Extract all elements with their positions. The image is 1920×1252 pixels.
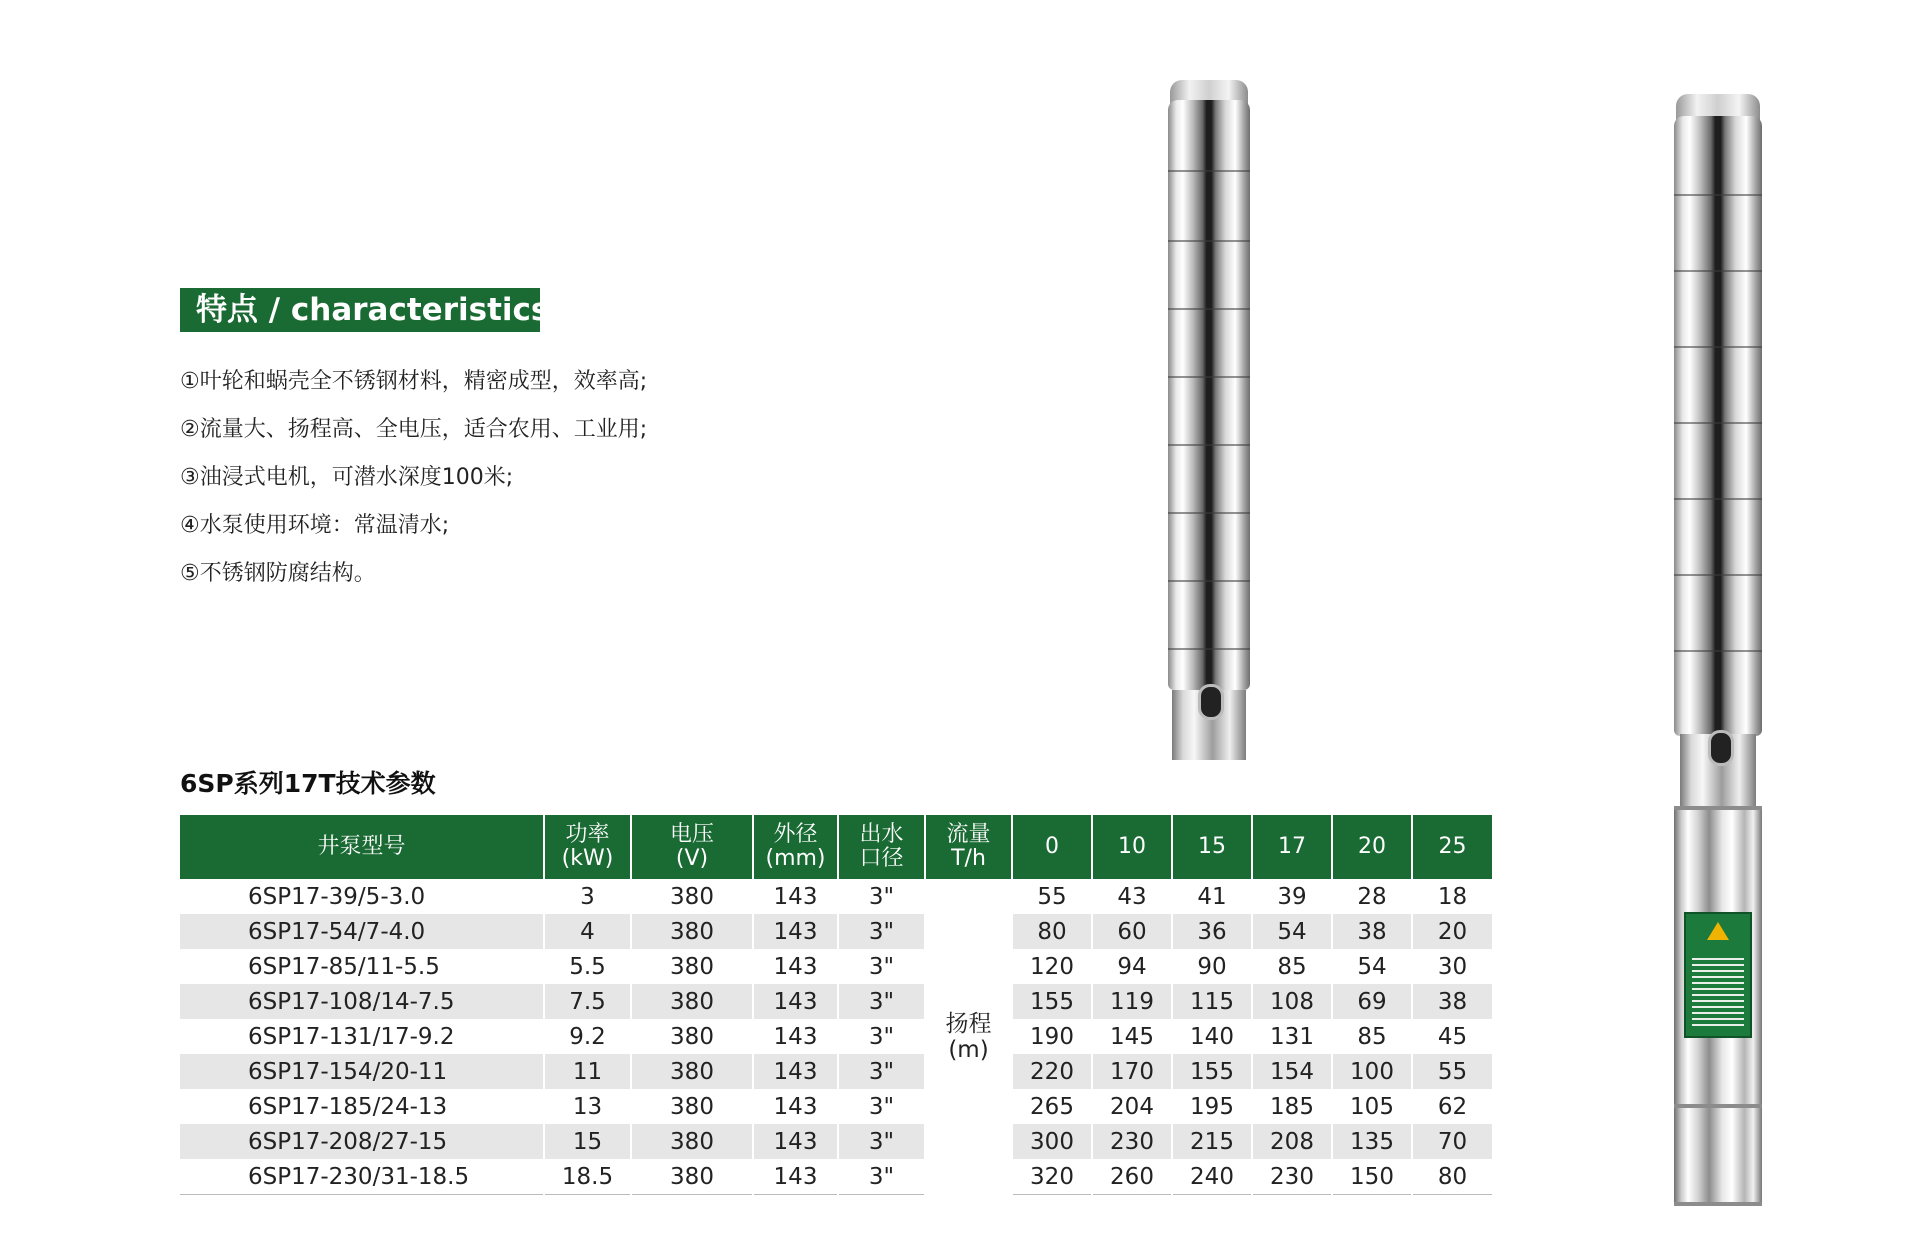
cell-diameter: 143 xyxy=(753,914,838,949)
stage-ring xyxy=(1168,580,1250,582)
header-flow-value: 17 xyxy=(1252,815,1332,879)
table-row xyxy=(180,1124,1492,1159)
cell-head: 62 xyxy=(1412,1089,1492,1124)
cell-diameter: 143 xyxy=(753,1124,838,1159)
cell-head: 190 xyxy=(1012,1019,1092,1054)
stage-ring xyxy=(1674,194,1762,196)
cell-voltage: 380 xyxy=(631,984,753,1019)
table-row xyxy=(180,914,1492,949)
pump-stages xyxy=(1674,116,1762,736)
full-pump-image xyxy=(1674,94,1762,1214)
pump-end-image xyxy=(1168,80,1250,760)
cell-head: 150 xyxy=(1332,1159,1412,1195)
header-voltage: 电压 (V) xyxy=(631,815,753,879)
cell-head: 85 xyxy=(1252,949,1332,984)
cell-head: 45 xyxy=(1412,1019,1492,1054)
motor-band xyxy=(1674,1104,1762,1108)
stage-ring xyxy=(1168,444,1250,446)
cell-head: 155 xyxy=(1172,1054,1252,1089)
label-text-block xyxy=(1692,958,1744,1028)
stage-ring xyxy=(1674,346,1762,348)
feature-item: ①叶轮和蜗壳全不锈钢材料，精密成型，效率高; xyxy=(180,369,648,394)
cell-model: 6SP17-230/31-18.5 xyxy=(180,1159,544,1195)
feature-item: ⑤不锈钢防腐结构。 xyxy=(180,561,376,586)
cell-outlet: 3" xyxy=(838,914,925,949)
cell-model: 6SP17-39/5-3.0 xyxy=(248,883,426,910)
characteristics-heading: 特点 / characteristics xyxy=(180,288,540,332)
cell-model: 6SP17-85/11-5.5 xyxy=(248,953,440,980)
header-outlet: 出水 口径 xyxy=(838,815,925,879)
table-row xyxy=(180,879,1492,914)
table-row xyxy=(180,1054,1492,1089)
cell-outlet: 3" xyxy=(838,1089,925,1124)
cell-voltage: 380 xyxy=(631,1019,753,1054)
header-flow-value: 15 xyxy=(1172,815,1252,879)
stage-ring xyxy=(1674,270,1762,272)
cell-diameter: 143 xyxy=(753,1019,838,1054)
cell-head: 140 xyxy=(1172,1019,1252,1054)
cell-head: 208 xyxy=(1252,1124,1332,1159)
stage-ring xyxy=(1168,648,1250,650)
cell-voltage: 380 xyxy=(631,949,753,984)
cell-head: 70 xyxy=(1412,1124,1492,1159)
characteristics-list xyxy=(180,362,647,602)
cell-head: 108 xyxy=(1252,984,1332,1019)
cell-head: 41 xyxy=(1172,879,1252,914)
cell-head: 215 xyxy=(1172,1124,1252,1159)
header-diameter: 外径 (mm) xyxy=(753,815,838,879)
cell-head: 55 xyxy=(1012,879,1092,914)
cell-model: 6SP17-154/20-11 xyxy=(180,1054,544,1089)
cell-head: 30 xyxy=(1412,949,1492,984)
feature-item: ④水泵使用环境：常温清水; xyxy=(180,513,450,538)
cell-head: 36 xyxy=(1172,914,1252,949)
cell-head: 100 xyxy=(1332,1054,1412,1089)
stage-ring xyxy=(1674,498,1762,500)
cell-power: 5.5 xyxy=(544,949,631,984)
cell-head: 60 xyxy=(1092,914,1172,949)
header-flow-value: 0 xyxy=(1012,815,1092,879)
stage-ring xyxy=(1674,422,1762,424)
cell-head: 120 xyxy=(1012,949,1092,984)
cell-head: 20 xyxy=(1412,914,1492,949)
cell-head: 185 xyxy=(1252,1089,1332,1124)
cell-power: 9.2 xyxy=(544,1019,631,1054)
cell-head: 260 xyxy=(1092,1159,1172,1195)
cell-head: 204 xyxy=(1092,1089,1172,1124)
cell-head: 80 xyxy=(1412,1159,1492,1195)
cell-model: 6SP17-54/7-4.0 xyxy=(180,914,544,949)
cell-head: 195 xyxy=(1172,1089,1252,1124)
cell-head: 170 xyxy=(1092,1054,1172,1089)
stage-ring xyxy=(1168,170,1250,172)
table-row xyxy=(180,1159,1492,1195)
cell-head: 230 xyxy=(1092,1124,1172,1159)
cell-model: 6SP17-208/27-15 xyxy=(180,1124,544,1159)
motor-label xyxy=(1684,912,1752,1038)
stage-ring xyxy=(1168,512,1250,514)
cell-head: 69 xyxy=(1332,984,1412,1019)
cell-power: 7.5 xyxy=(544,984,631,1019)
header-flow-value: 25 xyxy=(1412,815,1492,879)
cell-power: 18.5 xyxy=(544,1159,631,1195)
header-power: 功率 (kW) xyxy=(544,815,631,879)
cell-head: 39 xyxy=(1252,879,1332,914)
cell-voltage: 380 xyxy=(631,1089,753,1124)
header-model: 井泵型号 xyxy=(180,815,544,879)
intake-window xyxy=(1708,730,1734,766)
cell-head: 90 xyxy=(1172,949,1252,984)
motor-band xyxy=(1674,806,1762,810)
table-row xyxy=(180,1089,1492,1124)
cell-power: 3 xyxy=(544,879,631,914)
stage-ring xyxy=(1674,650,1762,652)
motor-band xyxy=(1674,1202,1762,1206)
cell-head: 94 xyxy=(1092,949,1172,984)
cell-outlet: 3" xyxy=(838,1124,925,1159)
cell-diameter: 143 xyxy=(753,1159,838,1195)
cell-head: 220 xyxy=(1012,1054,1092,1089)
cell-head: 155 xyxy=(1012,984,1092,1019)
cell-head: 154 xyxy=(1252,1054,1332,1089)
cell-diameter: 143 xyxy=(753,984,838,1019)
cell-head: 54 xyxy=(1252,914,1332,949)
cell-power: 11 xyxy=(544,1054,631,1089)
parameters-table xyxy=(180,815,1492,1195)
cell-head: 119 xyxy=(1092,984,1172,1019)
cell-head: 265 xyxy=(1012,1089,1092,1124)
cell-head: 145 xyxy=(1092,1019,1172,1054)
cell-diameter: 143 xyxy=(753,879,838,914)
cell-voltage: 380 xyxy=(631,914,753,949)
stage-ring xyxy=(1168,240,1250,242)
cell-head: 54 xyxy=(1332,949,1412,984)
cell-voltage: 380 xyxy=(631,1054,753,1089)
cell-outlet: 3" xyxy=(838,1054,925,1089)
cell-head: 38 xyxy=(1332,914,1412,949)
feature-item: ③油浸式电机，可潜水深度100米; xyxy=(180,465,514,490)
cell-head: 18 xyxy=(1412,879,1492,914)
warning-icon xyxy=(1707,922,1729,940)
cell-head: 240 xyxy=(1172,1159,1252,1195)
table-row xyxy=(180,984,1492,1019)
cell-head: 131 xyxy=(1252,1019,1332,1054)
cell-diameter: 143 xyxy=(753,1054,838,1089)
cell-model: 6SP17-131/17-9.2 xyxy=(248,1023,455,1050)
cell-head: 80 xyxy=(1012,914,1092,949)
cell-model: 6SP17-108/14-7.5 xyxy=(180,984,544,1019)
cell-model: 6SP17-185/24-13 xyxy=(248,1093,448,1120)
stage-ring xyxy=(1168,376,1250,378)
cell-outlet: 3" xyxy=(838,949,925,984)
cell-head: 85 xyxy=(1332,1019,1412,1054)
cell-power: 15 xyxy=(544,1124,631,1159)
table-row xyxy=(180,1019,1492,1054)
cell-outlet: 3" xyxy=(838,879,925,914)
cell-head: 43 xyxy=(1092,879,1172,914)
cell-head: 230 xyxy=(1252,1159,1332,1195)
cell-diameter: 143 xyxy=(753,949,838,984)
header-flow-value: 20 xyxy=(1332,815,1412,879)
table-row xyxy=(180,949,1492,984)
cell-voltage: 380 xyxy=(631,879,753,914)
cell-head: 300 xyxy=(1012,1124,1092,1159)
cell-power: 13 xyxy=(544,1089,631,1124)
cell-head: 55 xyxy=(1412,1054,1492,1089)
cell-head: 115 xyxy=(1172,984,1252,1019)
cell-power: 4 xyxy=(544,914,631,949)
table-title: 6SP系列17T技术参数 xyxy=(180,769,436,798)
intake-window xyxy=(1198,684,1224,720)
table-header-row xyxy=(180,815,1492,879)
cell-head: 38 xyxy=(1412,984,1492,1019)
header-flow-value: 10 xyxy=(1092,815,1172,879)
pump-stages xyxy=(1168,100,1250,690)
stage-ring xyxy=(1168,308,1250,310)
cell-head: 28 xyxy=(1332,879,1412,914)
head-label-cell: 扬程 (m) xyxy=(925,879,1012,1195)
cell-head: 320 xyxy=(1012,1159,1092,1195)
cell-diameter: 143 xyxy=(753,1089,838,1124)
cell-voltage: 380 xyxy=(631,1124,753,1159)
cell-head: 105 xyxy=(1332,1089,1412,1124)
cell-voltage: 380 xyxy=(631,1159,753,1195)
cell-outlet: 3" xyxy=(838,1019,925,1054)
cell-head: 135 xyxy=(1332,1124,1412,1159)
cell-outlet: 3" xyxy=(838,1159,925,1195)
header-flow: 流量 T/h xyxy=(925,815,1012,879)
feature-item: ②流量大、扬程高、全电压，适合农用、工业用; xyxy=(180,417,648,442)
stage-ring xyxy=(1674,574,1762,576)
cell-outlet: 3" xyxy=(838,984,925,1019)
